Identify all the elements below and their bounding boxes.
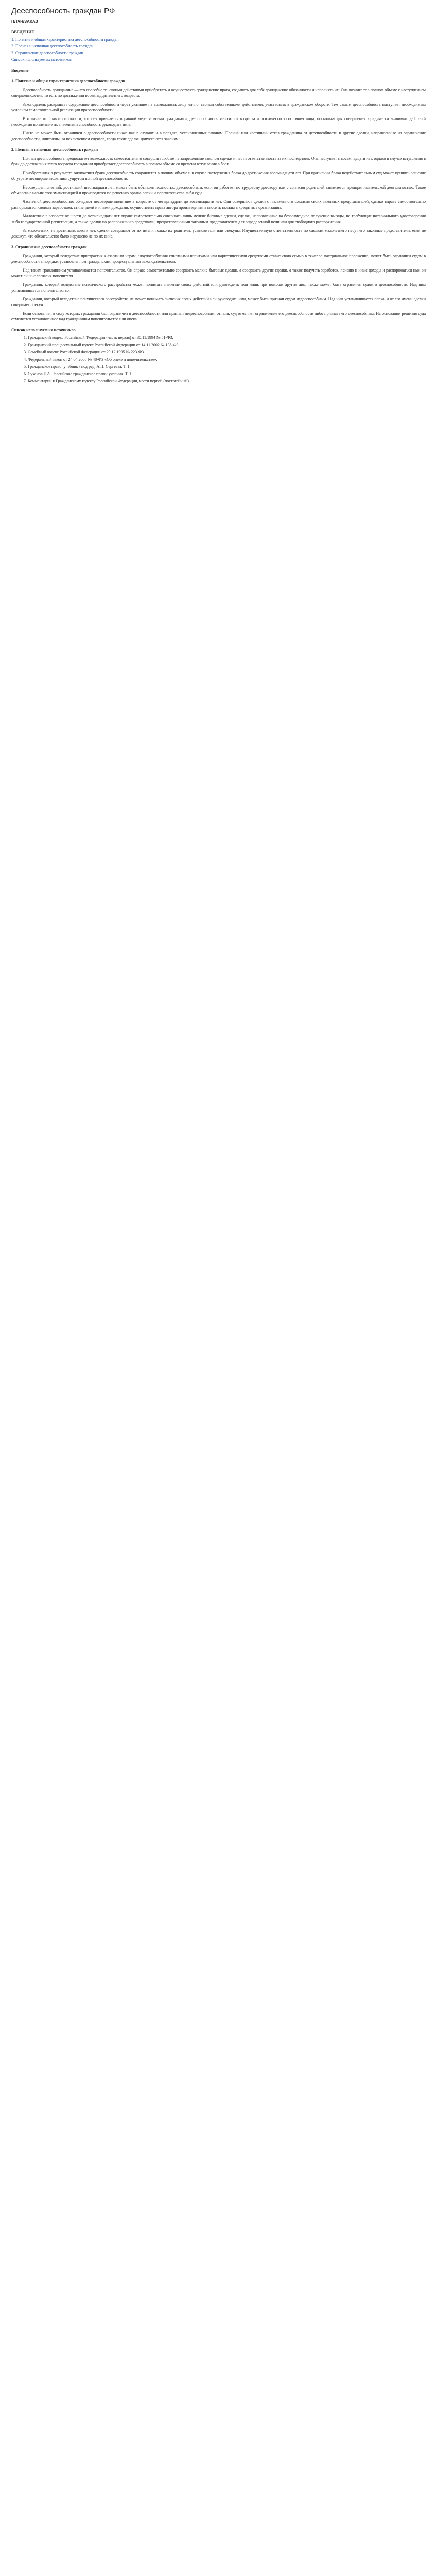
body-paragraph: Гражданин, который вследствие психического расстройства не может понимать значения своих действий или руководить ими, может быть признан судом недееспособным. Над ним устанавливается опека, и от его имени сделки совершает опекун. <box>11 297 426 307</box>
body-paragraph: Гражданин, который вследствие психического расстройства может понимать значение своих действий или руководить ими лишь при помощи других лиц, также может быть ограничен судом в дееспособности. Над ним устанавливается попечительство. <box>11 282 426 293</box>
toc-link[interactable]: 1. Понятие и общая характеристика дееспособности граждан <box>11 37 119 42</box>
body-paragraph: Малолетние в возрасте от шести до четырнадцати лет вправе самостоятельно совершать лишь мелкие бытовые сделки, сделки, направленные на безвозмездное получение выгоды, не требующие нотариального удостоверения либо государственной регистрации, а также сделки по распоряжению средствами, предоставленными законным представителем для определенной цели или для свободного распоряжения. <box>11 214 426 224</box>
body-paragraph: Приобретенная в результате заключения брака дееспособность сохраняется в полном объеме и в случае расторжения брака до достижения восемнадцати лет. При признании брака недействительным суд может принять решение об утрате несовершеннолетним супругом полной дееспособности. <box>11 171 426 181</box>
body-paragraph: Над таким гражданином устанавливается попечительство. Он вправе самостоятельно совершать мелкие бытовые сделки, а совершать другие сделки, а также получать заработок, пенсию и иные доходы и распоряжаться ими он может лишь с согласия попечителя. <box>11 268 426 278</box>
section-heading: 3. Ограничение дееспособности граждан <box>11 245 87 249</box>
toc-item[interactable] <box>11 37 426 42</box>
body-paragraph: Дееспособность гражданина — это способность своими действиями приобретать и осуществлять гражданские права, создавать для себя гражданские обязанности и исполнять их. Она возникает в полном объеме с наступлением совершеннолетия, то есть по достижении восемнадцатилетнего возраста. <box>11 88 426 98</box>
source-item: 3. Семейный кодекс Российской Федерации от 29.12.1995 № 223-ФЗ. <box>28 349 426 355</box>
document-page <box>0 0 436 397</box>
body-paragraph: За малолетних, не достигших шести лет, сделки совершают от их имени только их родители, усыновители или опекуны. Имущественную ответственность по сделкам малолетнего несут его законные представители, если не докажут, что обязательство было нарушено не по их вине. <box>11 228 426 239</box>
toc-link[interactable]: Список используемых источников <box>11 57 72 62</box>
document-body <box>11 78 426 322</box>
source-item: 1. Гражданский кодекс Российской Федерации (часть первая) от 30.11.1994 № 51-ФЗ. <box>28 335 426 341</box>
section-heading: 1. Понятие и общая характеристика дееспособности граждан <box>11 79 126 83</box>
body-paragraph: Гражданин, который вследствие пристрастия к азартным играм, злоупотребления спиртными напитками или наркотическими средствами ставит свою семью в тяжелое материальное положение, может быть ограничен судом в дееспособности в порядке, установленном гражданским процессуальным законодательством. <box>11 253 426 264</box>
source-item: 6. Суханов Е.А. Российское гражданское право: учебник. Т. 1. <box>28 371 426 377</box>
document-subtitle: ПЛАН/ЗАКАЗ <box>11 19 38 24</box>
body-paragraph: Никто не может быть ограничен в дееспособности иначе как в случаях и в порядке, установленных законом. Полный или частичный отказ гражданина от дееспособности и другие сделки, направленные на ограничение дееспособности, ничтожны, за исключением случаев, когда такие сделки допускаются законом. <box>11 131 426 141</box>
source-item: 5. Гражданское право: учебник / под ред. А.П. Сергеева. Т. 1. <box>28 364 426 369</box>
toc-item[interactable] <box>11 50 426 56</box>
section-heading: 2. Полная и неполная дееспособность граждан <box>11 147 98 152</box>
intro-title: Введение <box>11 68 29 73</box>
sources-list <box>11 335 426 384</box>
toc-item[interactable] <box>11 57 426 62</box>
body-paragraph: Законодатель раскрывает содержание дееспособности через указание на возможность лица лично, своими собственными действиями, участвовать в гражданском обороте. Тем самым дееспособность выступает необходимым условием самостоятельной реализации правоспособности. <box>11 102 426 112</box>
table-of-contents <box>11 37 426 62</box>
body-paragraph: Частичной дееспособностью обладают несовершеннолетние в возрасте от четырнадцати до восемнадцати лет. Они совершают сделки с письменного согласия своих законных представителей, однако вправе самостоятельно распоряжаться своими заработком, стипендией и иными доходами, осуществлять права автора произведения и вносить вклады в кредитные организации. <box>11 199 426 210</box>
toc-item[interactable] <box>11 43 426 49</box>
body-paragraph: Если основания, в силу которых гражданин был ограничен в дееспособности или признан недееспособным, отпали, суд отменяет ограничение его дееспособности либо признает его дееспособным. На основании решения суда отменяется установленное над гражданином попечительство или опека. <box>11 311 426 321</box>
source-item: 4. Федеральный закон от 24.04.2008 № 48-ФЗ «Об опеке и попечительстве». <box>28 357 426 362</box>
source-item: 2. Гражданский процессуальный кодекс Российской Федерации от 14.11.2002 № 138-ФЗ. <box>28 342 426 348</box>
body-paragraph: Несовершеннолетний, достигший шестнадцати лет, может быть объявлен полностью дееспособным, если он работает по трудовому договору или с согласия родителей занимается предпринимательской деятельностью. Такое объявление называется эмансипацией и производится по решению органа опеки и попечительства либо суда. <box>11 185 426 195</box>
toc-link[interactable]: 3. Ограничение дееспособности граждан <box>11 50 83 55</box>
body-paragraph: В отличие от правоспособности, которая признается в равной мере за всеми гражданами, дееспособность зависит от возраста и психического состояния лица, поскольку для совершения юридически значимых действий необходимо понимание их значения и способность руководить ими. <box>11 116 426 127</box>
page-title: Дееспособность граждан РФ <box>11 7 115 15</box>
toc-link[interactable]: 2. Полная и неполная дееспособность граждан <box>11 44 94 48</box>
toc-heading: ВВЕДЕНИЕ <box>11 30 34 35</box>
body-paragraph: Полная дееспособность предполагает возможность самостоятельно совершать любые не запрещенные законом сделки и нести ответственность за их последствия. Она наступает с восемнадцати лет, однако в случае вступления в брак до достижения этого возраста гражданин приобретает дееспособность в полном объеме со времени вступления в брак. <box>11 156 426 166</box>
source-item: 7. Комментарий к Гражданскому кодексу Российской Федерации, части первой (постатейный). <box>28 378 426 384</box>
sources-heading: Список используемых источников <box>11 328 76 332</box>
